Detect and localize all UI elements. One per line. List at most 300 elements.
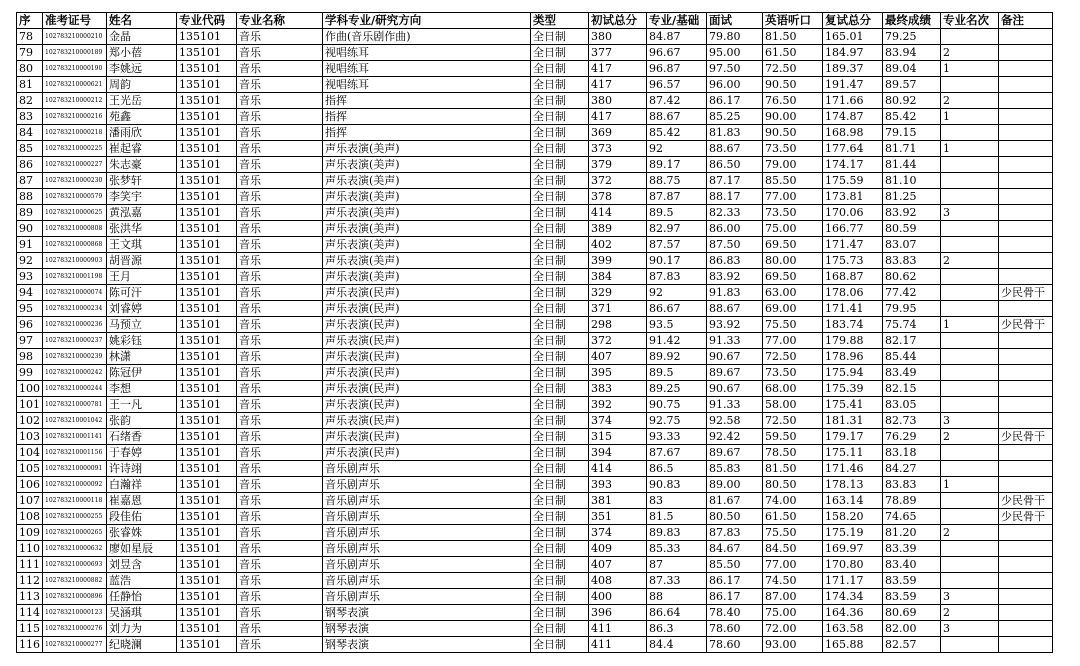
cell-name: 张韵 bbox=[107, 413, 177, 429]
table-row bbox=[17, 509, 1053, 525]
cell-name: 张梦轩 bbox=[107, 173, 177, 189]
cell-initial-total: 408 bbox=[589, 573, 647, 589]
cell-retest-total: 177.64 bbox=[823, 141, 883, 157]
table-header-row bbox=[17, 13, 1053, 29]
cell-major-basic: 88 bbox=[647, 589, 707, 605]
cell-major-code: 135101 bbox=[177, 333, 237, 349]
cell-index: 87 bbox=[17, 173, 43, 189]
cell-retest-total: 183.74 bbox=[823, 317, 883, 333]
cell-major-code: 135101 bbox=[177, 141, 237, 157]
cell-name: 金晶 bbox=[107, 29, 177, 45]
cell-retest-total: 165.88 bbox=[823, 637, 883, 653]
cell-research-direction: 声乐表演(民声) bbox=[323, 445, 531, 461]
cell-remarks bbox=[999, 637, 1053, 653]
cell-remarks bbox=[999, 381, 1053, 397]
cell-research-direction: 声乐表演(民声) bbox=[323, 317, 531, 333]
table-row bbox=[17, 397, 1053, 413]
cell-retest-total: 175.19 bbox=[823, 525, 883, 541]
cell-major-code: 135101 bbox=[177, 365, 237, 381]
cell-major-code: 135101 bbox=[177, 589, 237, 605]
table-body bbox=[17, 29, 1053, 653]
cell-index: 104 bbox=[17, 445, 43, 461]
cell-initial-total: 393 bbox=[589, 477, 647, 493]
cell-initial-total: 394 bbox=[589, 445, 647, 461]
cell-major-basic: 96.87 bbox=[647, 61, 707, 77]
cell-major-rank bbox=[941, 125, 999, 141]
cell-remarks bbox=[999, 29, 1053, 45]
cell-name: 崔嘉恩 bbox=[107, 493, 177, 509]
table-row bbox=[17, 301, 1053, 317]
cell-ticket-number: 102783210000244 bbox=[43, 381, 107, 397]
cell-name: 于春婷 bbox=[107, 445, 177, 461]
cell-major-name: 音乐 bbox=[237, 573, 323, 589]
cell-type: 全日制 bbox=[531, 221, 589, 237]
cell-major-name: 音乐 bbox=[237, 253, 323, 269]
cell-remarks bbox=[999, 61, 1053, 77]
cell-research-direction: 钢琴表演 bbox=[323, 621, 531, 637]
cell-type: 全日制 bbox=[531, 365, 589, 381]
cell-ticket-number: 102783210000118 bbox=[43, 493, 107, 509]
cell-major-rank bbox=[941, 573, 999, 589]
cell-index: 103 bbox=[17, 429, 43, 445]
cell-type: 全日制 bbox=[531, 493, 589, 509]
cell-final-score: 80.92 bbox=[883, 93, 941, 109]
cell-research-direction: 声乐表演(美声) bbox=[323, 237, 531, 253]
cell-major-code: 135101 bbox=[177, 557, 237, 573]
cell-name: 王文琪 bbox=[107, 237, 177, 253]
cell-final-score: 84.27 bbox=[883, 461, 941, 477]
header-index: 序 bbox=[17, 13, 43, 29]
cell-type: 全日制 bbox=[531, 173, 589, 189]
cell-research-direction: 声乐表演(民声) bbox=[323, 397, 531, 413]
cell-retest-total: 158.20 bbox=[823, 509, 883, 525]
cell-remarks: 少民骨干 bbox=[999, 285, 1053, 301]
cell-ticket-number: 102783210001042 bbox=[43, 413, 107, 429]
cell-final-score: 82.57 bbox=[883, 637, 941, 653]
cell-major-code: 135101 bbox=[177, 269, 237, 285]
cell-index: 85 bbox=[17, 141, 43, 157]
cell-remarks bbox=[999, 333, 1053, 349]
cell-major-rank bbox=[941, 461, 999, 477]
cell-type: 全日制 bbox=[531, 509, 589, 525]
cell-ticket-number: 102783210000074 bbox=[43, 285, 107, 301]
header-english-oral: 英语听口 bbox=[763, 13, 823, 29]
cell-major-rank bbox=[941, 365, 999, 381]
cell-major-rank: 3 bbox=[941, 621, 999, 637]
cell-final-score: 79.25 bbox=[883, 29, 941, 45]
cell-remarks bbox=[999, 349, 1053, 365]
cell-ticket-number: 102783210000882 bbox=[43, 573, 107, 589]
cell-major-code: 135101 bbox=[177, 157, 237, 173]
cell-interview: 91.83 bbox=[707, 285, 763, 301]
cell-type: 全日制 bbox=[531, 189, 589, 205]
cell-retest-total: 163.58 bbox=[823, 621, 883, 637]
cell-remarks bbox=[999, 269, 1053, 285]
cell-major-name: 音乐 bbox=[237, 77, 323, 93]
cell-initial-total: 414 bbox=[589, 205, 647, 221]
cell-english-oral: 58.00 bbox=[763, 397, 823, 413]
cell-remarks bbox=[999, 413, 1053, 429]
cell-initial-total: 409 bbox=[589, 541, 647, 557]
cell-retest-total: 175.73 bbox=[823, 253, 883, 269]
cell-major-basic: 83 bbox=[647, 493, 707, 509]
cell-research-direction: 音乐剧声乐 bbox=[323, 509, 531, 525]
cell-major-name: 音乐 bbox=[237, 397, 323, 413]
cell-major-basic: 86.64 bbox=[647, 605, 707, 621]
cell-remarks bbox=[999, 125, 1053, 141]
cell-major-name: 音乐 bbox=[237, 205, 323, 221]
cell-english-oral: 78.50 bbox=[763, 445, 823, 461]
cell-retest-total: 165.01 bbox=[823, 29, 883, 45]
cell-final-score: 83.18 bbox=[883, 445, 941, 461]
cell-research-direction: 声乐表演(民声) bbox=[323, 333, 531, 349]
cell-research-direction: 声乐表演(民声) bbox=[323, 413, 531, 429]
cell-index: 78 bbox=[17, 29, 43, 45]
cell-ticket-number: 102783210000808 bbox=[43, 221, 107, 237]
cell-initial-total: 371 bbox=[589, 301, 647, 317]
cell-final-score: 81.44 bbox=[883, 157, 941, 173]
cell-major-basic: 90.83 bbox=[647, 477, 707, 493]
results-table-container bbox=[16, 12, 1053, 653]
cell-type: 全日制 bbox=[531, 205, 589, 221]
table-row bbox=[17, 349, 1053, 365]
cell-major-name: 音乐 bbox=[237, 365, 323, 381]
cell-ticket-number: 102783210000693 bbox=[43, 557, 107, 573]
cell-type: 全日制 bbox=[531, 621, 589, 637]
cell-index: 86 bbox=[17, 157, 43, 173]
cell-major-rank: 2 bbox=[941, 45, 999, 61]
cell-major-name: 音乐 bbox=[237, 605, 323, 621]
cell-research-direction: 音乐剧声乐 bbox=[323, 541, 531, 557]
cell-major-rank: 2 bbox=[941, 93, 999, 109]
cell-english-oral: 90.50 bbox=[763, 125, 823, 141]
cell-index: 99 bbox=[17, 365, 43, 381]
table-row bbox=[17, 173, 1053, 189]
cell-final-score: 82.00 bbox=[883, 621, 941, 637]
cell-major-code: 135101 bbox=[177, 605, 237, 621]
cell-english-oral: 75.00 bbox=[763, 221, 823, 237]
cell-name: 周韵 bbox=[107, 77, 177, 93]
cell-final-score: 85.44 bbox=[883, 349, 941, 365]
cell-name: 郑小蓓 bbox=[107, 45, 177, 61]
table-row bbox=[17, 285, 1053, 301]
cell-major-basic: 87.87 bbox=[647, 189, 707, 205]
table-row bbox=[17, 525, 1053, 541]
cell-retest-total: 168.87 bbox=[823, 269, 883, 285]
cell-final-score: 83.92 bbox=[883, 205, 941, 221]
header-major-code: 专业代码 bbox=[177, 13, 237, 29]
cell-interview: 86.50 bbox=[707, 157, 763, 173]
cell-major-rank bbox=[941, 189, 999, 205]
cell-final-score: 83.49 bbox=[883, 365, 941, 381]
cell-major-rank bbox=[941, 269, 999, 285]
cell-retest-total: 179.88 bbox=[823, 333, 883, 349]
cell-index: 109 bbox=[17, 525, 43, 541]
cell-english-oral: 85.50 bbox=[763, 173, 823, 189]
cell-research-direction: 音乐剧声乐 bbox=[323, 461, 531, 477]
cell-remarks bbox=[999, 397, 1053, 413]
cell-final-score: 83.05 bbox=[883, 397, 941, 413]
cell-major-name: 音乐 bbox=[237, 221, 323, 237]
cell-name: 刘力为 bbox=[107, 621, 177, 637]
cell-major-name: 音乐 bbox=[237, 189, 323, 205]
cell-ticket-number: 102783210000234 bbox=[43, 301, 107, 317]
cell-major-rank: 1 bbox=[941, 477, 999, 493]
cell-final-score: 82.15 bbox=[883, 381, 941, 397]
cell-final-score: 83.83 bbox=[883, 477, 941, 493]
cell-interview: 88.67 bbox=[707, 141, 763, 157]
cell-final-score: 79.15 bbox=[883, 125, 941, 141]
cell-major-code: 135101 bbox=[177, 381, 237, 397]
cell-remarks: 少民骨干 bbox=[999, 493, 1053, 509]
cell-retest-total: 175.59 bbox=[823, 173, 883, 189]
cell-major-rank: 1 bbox=[941, 61, 999, 77]
table-row bbox=[17, 269, 1053, 285]
cell-major-rank: 2 bbox=[941, 429, 999, 445]
cell-research-direction: 音乐剧声乐 bbox=[323, 589, 531, 605]
cell-initial-total: 402 bbox=[589, 237, 647, 253]
cell-major-basic: 87.33 bbox=[647, 573, 707, 589]
cell-ticket-number: 102783210000091 bbox=[43, 461, 107, 477]
cell-major-basic: 89.5 bbox=[647, 365, 707, 381]
cell-name: 胡晋源 bbox=[107, 253, 177, 269]
cell-major-basic: 96.57 bbox=[647, 77, 707, 93]
cell-initial-total: 399 bbox=[589, 253, 647, 269]
table-row bbox=[17, 557, 1053, 573]
table-row bbox=[17, 221, 1053, 237]
cell-remarks bbox=[999, 157, 1053, 173]
cell-major-rank bbox=[941, 445, 999, 461]
cell-type: 全日制 bbox=[531, 541, 589, 557]
cell-major-rank bbox=[941, 493, 999, 509]
table-row bbox=[17, 29, 1053, 45]
cell-ticket-number: 102783210000225 bbox=[43, 141, 107, 157]
header-type: 类型 bbox=[531, 13, 589, 29]
cell-retest-total: 179.17 bbox=[823, 429, 883, 445]
cell-major-rank: 1 bbox=[941, 141, 999, 157]
cell-major-code: 135101 bbox=[177, 253, 237, 269]
cell-interview: 92.58 bbox=[707, 413, 763, 429]
cell-major-basic: 93.33 bbox=[647, 429, 707, 445]
cell-name: 李想 bbox=[107, 381, 177, 397]
cell-major-rank bbox=[941, 557, 999, 573]
cell-initial-total: 315 bbox=[589, 429, 647, 445]
cell-retest-total: 170.06 bbox=[823, 205, 883, 221]
cell-type: 全日制 bbox=[531, 477, 589, 493]
cell-initial-total: 389 bbox=[589, 221, 647, 237]
cell-interview: 87.50 bbox=[707, 237, 763, 253]
cell-name: 朱志豪 bbox=[107, 157, 177, 173]
table-row bbox=[17, 253, 1053, 269]
cell-type: 全日制 bbox=[531, 557, 589, 573]
cell-major-code: 135101 bbox=[177, 573, 237, 589]
cell-english-oral: 72.50 bbox=[763, 61, 823, 77]
cell-type: 全日制 bbox=[531, 109, 589, 125]
header-initial-total: 初试总分 bbox=[589, 13, 647, 29]
cell-major-basic: 89.5 bbox=[647, 205, 707, 221]
cell-remarks bbox=[999, 221, 1053, 237]
cell-major-rank: 1 bbox=[941, 317, 999, 333]
cell-interview: 86.83 bbox=[707, 253, 763, 269]
cell-final-score: 83.83 bbox=[883, 253, 941, 269]
cell-initial-total: 374 bbox=[589, 413, 647, 429]
cell-ticket-number: 102783210000218 bbox=[43, 125, 107, 141]
cell-name: 潘雨欣 bbox=[107, 125, 177, 141]
cell-ticket-number: 102783210001198 bbox=[43, 269, 107, 285]
cell-type: 全日制 bbox=[531, 45, 589, 61]
cell-english-oral: 72.50 bbox=[763, 349, 823, 365]
cell-english-oral: 68.00 bbox=[763, 381, 823, 397]
cell-index: 97 bbox=[17, 333, 43, 349]
table-row bbox=[17, 93, 1053, 109]
cell-major-code: 135101 bbox=[177, 429, 237, 445]
cell-major-rank bbox=[941, 237, 999, 253]
cell-english-oral: 73.50 bbox=[763, 365, 823, 381]
cell-major-basic: 89.83 bbox=[647, 525, 707, 541]
cell-initial-total: 373 bbox=[589, 141, 647, 157]
cell-ticket-number: 102783210000781 bbox=[43, 397, 107, 413]
header-retest-total: 复试总分 bbox=[823, 13, 883, 29]
cell-english-oral: 76.50 bbox=[763, 93, 823, 109]
cell-interview: 96.00 bbox=[707, 77, 763, 93]
cell-major-rank bbox=[941, 29, 999, 45]
cell-ticket-number: 102783210000276 bbox=[43, 621, 107, 637]
cell-final-score: 81.20 bbox=[883, 525, 941, 541]
cell-major-code: 135101 bbox=[177, 61, 237, 77]
cell-ticket-number: 102783210000896 bbox=[43, 589, 107, 605]
cell-initial-total: 377 bbox=[589, 45, 647, 61]
cell-retest-total: 171.47 bbox=[823, 237, 883, 253]
cell-index: 102 bbox=[17, 413, 43, 429]
cell-research-direction: 指挥 bbox=[323, 125, 531, 141]
cell-final-score: 81.25 bbox=[883, 189, 941, 205]
cell-initial-total: 395 bbox=[589, 365, 647, 381]
cell-english-oral: 74.50 bbox=[763, 573, 823, 589]
cell-english-oral: 90.00 bbox=[763, 109, 823, 125]
cell-interview: 85.83 bbox=[707, 461, 763, 477]
cell-major-name: 音乐 bbox=[237, 61, 323, 77]
cell-remarks bbox=[999, 237, 1053, 253]
table-row bbox=[17, 605, 1053, 621]
cell-interview: 81.67 bbox=[707, 493, 763, 509]
cell-ticket-number: 102783210000227 bbox=[43, 157, 107, 173]
table-row bbox=[17, 621, 1053, 637]
cell-major-name: 音乐 bbox=[237, 301, 323, 317]
cell-research-direction: 钢琴表演 bbox=[323, 637, 531, 653]
cell-type: 全日制 bbox=[531, 61, 589, 77]
cell-initial-total: 411 bbox=[589, 637, 647, 653]
cell-final-score: 83.40 bbox=[883, 557, 941, 573]
table-row bbox=[17, 157, 1053, 173]
cell-index: 98 bbox=[17, 349, 43, 365]
header-interview: 面试 bbox=[707, 13, 763, 29]
cell-index: 82 bbox=[17, 93, 43, 109]
cell-major-name: 音乐 bbox=[237, 557, 323, 573]
cell-retest-total: 166.77 bbox=[823, 221, 883, 237]
cell-index: 80 bbox=[17, 61, 43, 77]
cell-research-direction: 音乐剧声乐 bbox=[323, 525, 531, 541]
cell-major-name: 音乐 bbox=[237, 45, 323, 61]
cell-interview: 92.42 bbox=[707, 429, 763, 445]
cell-remarks bbox=[999, 621, 1053, 637]
header-major-basic: 专业/基础 bbox=[647, 13, 707, 29]
cell-interview: 86.17 bbox=[707, 573, 763, 589]
cell-ticket-number: 102783210000242 bbox=[43, 365, 107, 381]
cell-index: 100 bbox=[17, 381, 43, 397]
cell-major-name: 音乐 bbox=[237, 429, 323, 445]
cell-ticket-number: 102783210001141 bbox=[43, 429, 107, 445]
cell-research-direction: 声乐表演(民声) bbox=[323, 365, 531, 381]
cell-retest-total: 163.14 bbox=[823, 493, 883, 509]
cell-ticket-number: 102783210000236 bbox=[43, 317, 107, 333]
cell-major-code: 135101 bbox=[177, 77, 237, 93]
cell-interview: 86.00 bbox=[707, 221, 763, 237]
cell-final-score: 80.62 bbox=[883, 269, 941, 285]
cell-type: 全日制 bbox=[531, 141, 589, 157]
cell-english-oral: 81.50 bbox=[763, 461, 823, 477]
table-row bbox=[17, 493, 1053, 509]
cell-major-name: 音乐 bbox=[237, 461, 323, 477]
cell-retest-total: 175.11 bbox=[823, 445, 883, 461]
cell-initial-total: 407 bbox=[589, 557, 647, 573]
cell-type: 全日制 bbox=[531, 125, 589, 141]
cell-final-score: 80.69 bbox=[883, 605, 941, 621]
cell-remarks bbox=[999, 461, 1053, 477]
table-row bbox=[17, 189, 1053, 205]
table-row bbox=[17, 333, 1053, 349]
cell-final-score: 85.42 bbox=[883, 109, 941, 125]
table-row bbox=[17, 109, 1053, 125]
cell-retest-total: 178.06 bbox=[823, 285, 883, 301]
cell-research-direction: 声乐表演(民声) bbox=[323, 301, 531, 317]
cell-major-name: 音乐 bbox=[237, 477, 323, 493]
cell-retest-total: 171.17 bbox=[823, 573, 883, 589]
cell-research-direction: 声乐表演(美声) bbox=[323, 189, 531, 205]
cell-final-score: 80.59 bbox=[883, 221, 941, 237]
cell-name: 张睿姝 bbox=[107, 525, 177, 541]
cell-ticket-number: 102783210000277 bbox=[43, 637, 107, 653]
cell-major-name: 音乐 bbox=[237, 285, 323, 301]
table-row bbox=[17, 413, 1053, 429]
cell-index: 112 bbox=[17, 573, 43, 589]
cell-interview: 87.17 bbox=[707, 173, 763, 189]
cell-name: 李笑宇 bbox=[107, 189, 177, 205]
cell-major-basic: 88.75 bbox=[647, 173, 707, 189]
cell-name: 白瀚祥 bbox=[107, 477, 177, 493]
cell-interview: 85.50 bbox=[707, 557, 763, 573]
cell-index: 101 bbox=[17, 397, 43, 413]
cell-interview: 84.67 bbox=[707, 541, 763, 557]
cell-research-direction: 视唱练耳 bbox=[323, 61, 531, 77]
cell-type: 全日制 bbox=[531, 93, 589, 109]
cell-major-code: 135101 bbox=[177, 397, 237, 413]
cell-major-rank bbox=[941, 541, 999, 557]
cell-major-code: 135101 bbox=[177, 93, 237, 109]
cell-english-oral: 61.50 bbox=[763, 45, 823, 61]
cell-major-basic: 85.42 bbox=[647, 125, 707, 141]
cell-major-basic: 90.75 bbox=[647, 397, 707, 413]
cell-remarks bbox=[999, 205, 1053, 221]
cell-english-oral: 93.00 bbox=[763, 637, 823, 653]
cell-initial-total: 380 bbox=[589, 93, 647, 109]
cell-english-oral: 77.00 bbox=[763, 333, 823, 349]
cell-major-rank: 2 bbox=[941, 605, 999, 621]
cell-type: 全日制 bbox=[531, 269, 589, 285]
cell-major-basic: 86.67 bbox=[647, 301, 707, 317]
cell-ticket-number: 102783210000190 bbox=[43, 61, 107, 77]
cell-type: 全日制 bbox=[531, 605, 589, 621]
cell-name: 王月 bbox=[107, 269, 177, 285]
